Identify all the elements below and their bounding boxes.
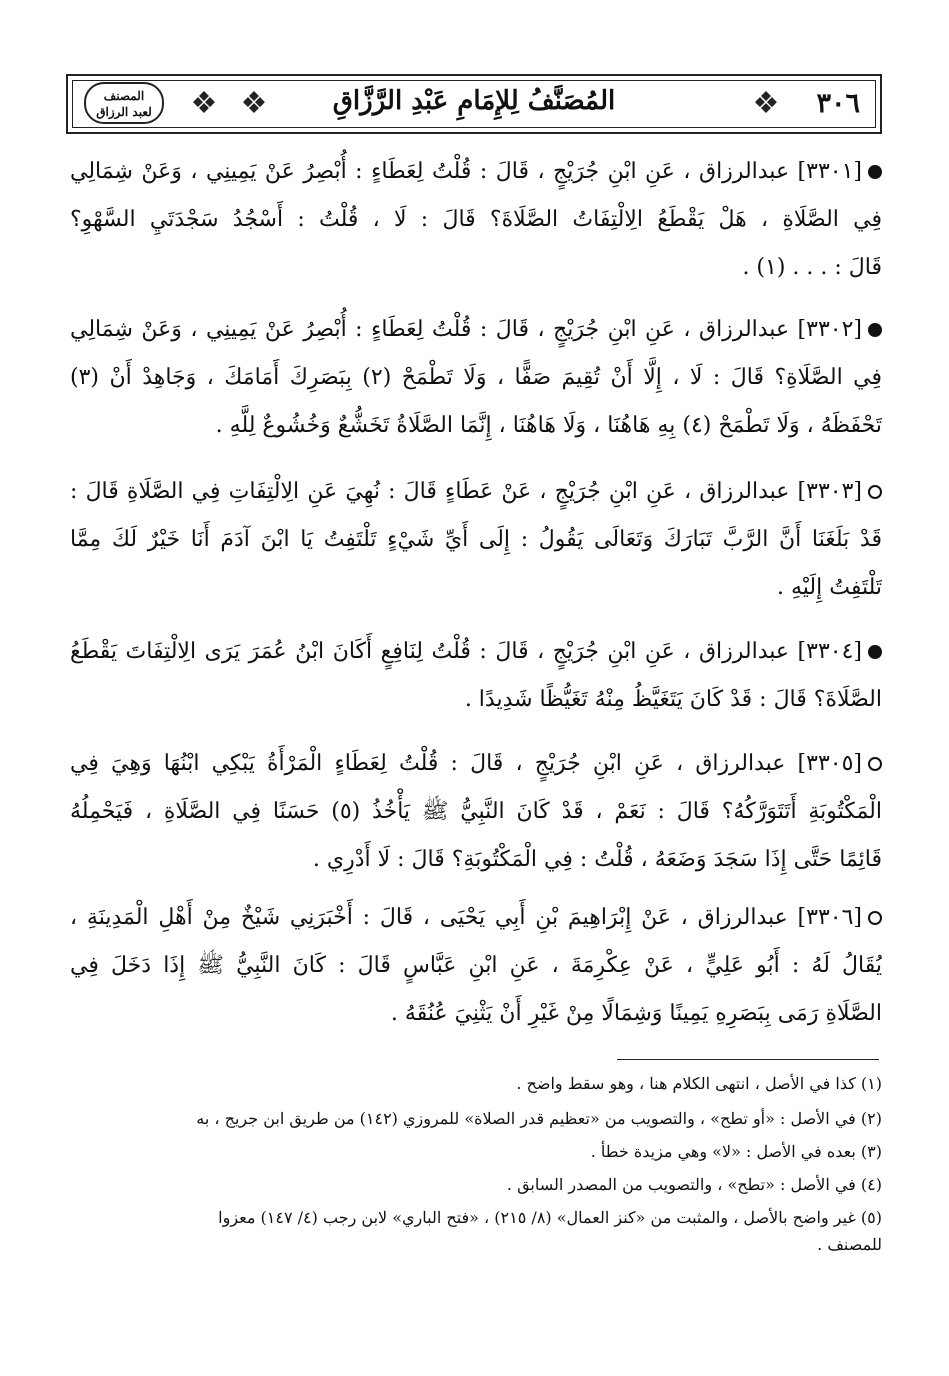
filled-bullet-icon xyxy=(868,323,882,337)
footnote-4: (٤) في الأصل : «تطح» ، والتصويب من المصدر السابق . xyxy=(506,1175,882,1194)
entry-line: يُقَالُ لَهُ : أَبُو عَلِيٍّ ، عَنْ عِكْرِمَةَ ، عَنِ ابْنِ عَبَّاسٍ قَالَ : كَانَ النَّبِيُّ ﷺ إِذَا دَخَلَ فِي xyxy=(70,953,882,978)
footnote-1: (١) كذا في الأصل ، انتهى الكلام هنا ، وهو سقط واضح . xyxy=(516,1074,882,1093)
footnote-5: (٥) غير واضح بالأصل ، والمثبت من «كنز العمال» (٨/ ٢١٥) ، «فتح الباري» لابن رجب (٤/ ١٤٧) معزوا xyxy=(218,1208,882,1227)
entry-line: تَلْتَفِتُ إِلَيْهِ . xyxy=(776,575,882,600)
entry-line: [٣٣٠٦] عبدالرزاق ، عَنْ إِبْرَاهِيمَ بْنِ أَبِي يَحْيَى ، قَالَ : أَخْبَرَنِي شَيْخٌ مِنْ أَهْلِ الْمَدِينَةِ ، xyxy=(70,894,882,942)
entry-line: [٣٣٠٥] عبدالرزاق ، عَنِ ابْنِ جُرَيْجٍ ، قَالَ : قُلْتُ لِعَطَاءٍ الْمَرْأَةُ يَبْكِي ابْنُهَا وَهِيَ فِي xyxy=(70,740,882,788)
hadith-entry-3305 xyxy=(70,740,882,884)
entry-line: الصَّلَاةِ رَمَى بِبَصَرِهِ يَمِينًا وَشِمَالًا مِنْ غَيْرِ أَنْ يَثْنِيَ عُنُقَهُ . xyxy=(390,1001,882,1026)
entry-line: الْمَكْتُوبَةِ أَتَتَوَرَّكُهُ؟ قَالَ : نَعَمْ ، قَدْ كَانَ النَّبِيُّ ﷺ يَأْخُذُ (٥) حَسَنًا فِي الصَّلَاةِ ، فَيَحْمِلُهُ xyxy=(70,799,882,824)
ornament-icon: ❖ xyxy=(190,85,218,121)
logo-line: المصنف xyxy=(103,89,145,103)
entry-line: قَالَ : . . . (١) . xyxy=(742,255,882,280)
filled-bullet-icon xyxy=(868,165,882,179)
footnotes xyxy=(70,1070,882,1258)
entry-line: الصَّلَاةَ؟ قَالَ : قَدْ كَانَ يَتَغَيَّظُ مِنْهُ تَغَيُّظًا شَدِيدًا . xyxy=(464,687,882,712)
hadith-entry-3301 xyxy=(70,148,882,292)
page-number: ٣٠٦ xyxy=(816,88,860,119)
hollow-bullet-icon xyxy=(868,485,882,499)
ornament-icon: ❖ xyxy=(240,85,268,121)
footnote-3: (٣) بعده في الأصل : «لا» وهي مزيدة خطأ . xyxy=(590,1142,882,1161)
hadith-entry-3304 xyxy=(70,628,882,724)
footnote-5-continued: للمصنف . xyxy=(817,1235,882,1254)
logo-line: لعبد الرزاق xyxy=(96,105,152,119)
hadith-entry-3306 xyxy=(70,894,882,1038)
book-logo xyxy=(84,82,164,124)
entry-line: [٣٣٠٤] عبدالرزاق ، عَنِ ابْنِ جُرَيْجٍ ، قَالَ : قُلْتُ لِنَافِعٍ أَكَانَ ابْنُ عُمَرَ يَرَى الِالْتِفَاتَ يَقْطَعُ xyxy=(70,628,882,676)
footnote-separator xyxy=(617,1059,879,1060)
filled-bullet-icon xyxy=(868,645,882,659)
footnote-2: (٢) في الأصل : «أو تطح» ، والتصويب من «تعظيم قدر الصلاة» للمروزي (١٤٢) من طريق ابن جريج ، به xyxy=(196,1109,882,1128)
entry-line: فِي الصَّلَاةِ ، هَلْ يَقْطَعُ الِالْتِفَاتُ الصَّلَاةَ؟ قَالَ : لَا ، قُلْتُ : أَسْجُدُ سَجْدَتَيِ السَّهْوِ؟ xyxy=(70,207,882,232)
entry-line: تَحْفَظَهُ ، وَلَا تَطْمَحْ (٤) بِهِ هَاهُنَا ، وَلَا هَاهُنَا ، إِنَّمَا الصَّلَاةُ تَخَشُّعٌ وَخُشُوعٌ لِلَّهِ . xyxy=(215,413,882,438)
ornament-icon: ❖ xyxy=(752,85,780,121)
entry-line: [٣٣٠١] عبدالرزاق ، عَنِ ابْنِ جُرَيْجٍ ، قَالَ : قُلْتُ لِعَطَاءٍ : أُبْصِرُ عَنْ يَمِينِي ، وَعَنْ شِمَالِي xyxy=(70,148,882,196)
hollow-bullet-icon xyxy=(868,757,882,771)
entry-line: [٣٣٠٢] عبدالرزاق ، عَنِ ابْنِ جُرَيْجٍ ، قَالَ : قُلْتُ لِعَطَاءٍ : أُبْصِرُ عَنْ يَمِينِي ، وَعَنْ شِمَالِي xyxy=(70,306,882,354)
running-header xyxy=(66,74,882,134)
entry-line: قَائِمًا حَتَّى إِذَا سَجَدَ وَضَعَهُ ، قُلْتُ : فِي الْمَكْتُوبَةِ؟ قَالَ : لَا أَدْرِي . xyxy=(312,847,882,872)
entry-line: [٣٣٠٣] عبدالرزاق ، عَنِ ابْنِ جُرَيْجٍ ، عَنْ عَطَاءٍ قَالَ : نُهِيَ عَنِ الِالْتِفَاتِ فِي الصَّلَاةِ قَالَ : xyxy=(70,468,882,516)
entry-line: قَدْ بَلَغَنَا أَنَّ الرَّبَّ تَبَارَكَ وَتَعَالَى يَقُولُ : إِلَى أَيِّ شَيْءٍ تَلْتَفِتُ يَا ابْنَ آدَمَ أَنَا خَيْرٌ لَكَ مِمَّا xyxy=(70,527,882,552)
book-title: المُصَنَّفُ لِلإِمَامِ عَبْدِ الرَّزَّاقِ xyxy=(332,86,616,116)
hollow-bullet-icon xyxy=(868,911,882,925)
hadith-entry-3302 xyxy=(70,306,882,450)
entry-line: فِي الصَّلَاةِ؟ قَالَ : لَا ، إِلَّا أَنْ تُقِيمَ صَفًّا ، وَلَا تَطْمَحْ (٢) بِبَصَرِكَ أَمَامَكَ ، وَجَاهِدْ أَنْ (٣) xyxy=(70,365,882,390)
hadith-entry-3303 xyxy=(70,468,882,612)
